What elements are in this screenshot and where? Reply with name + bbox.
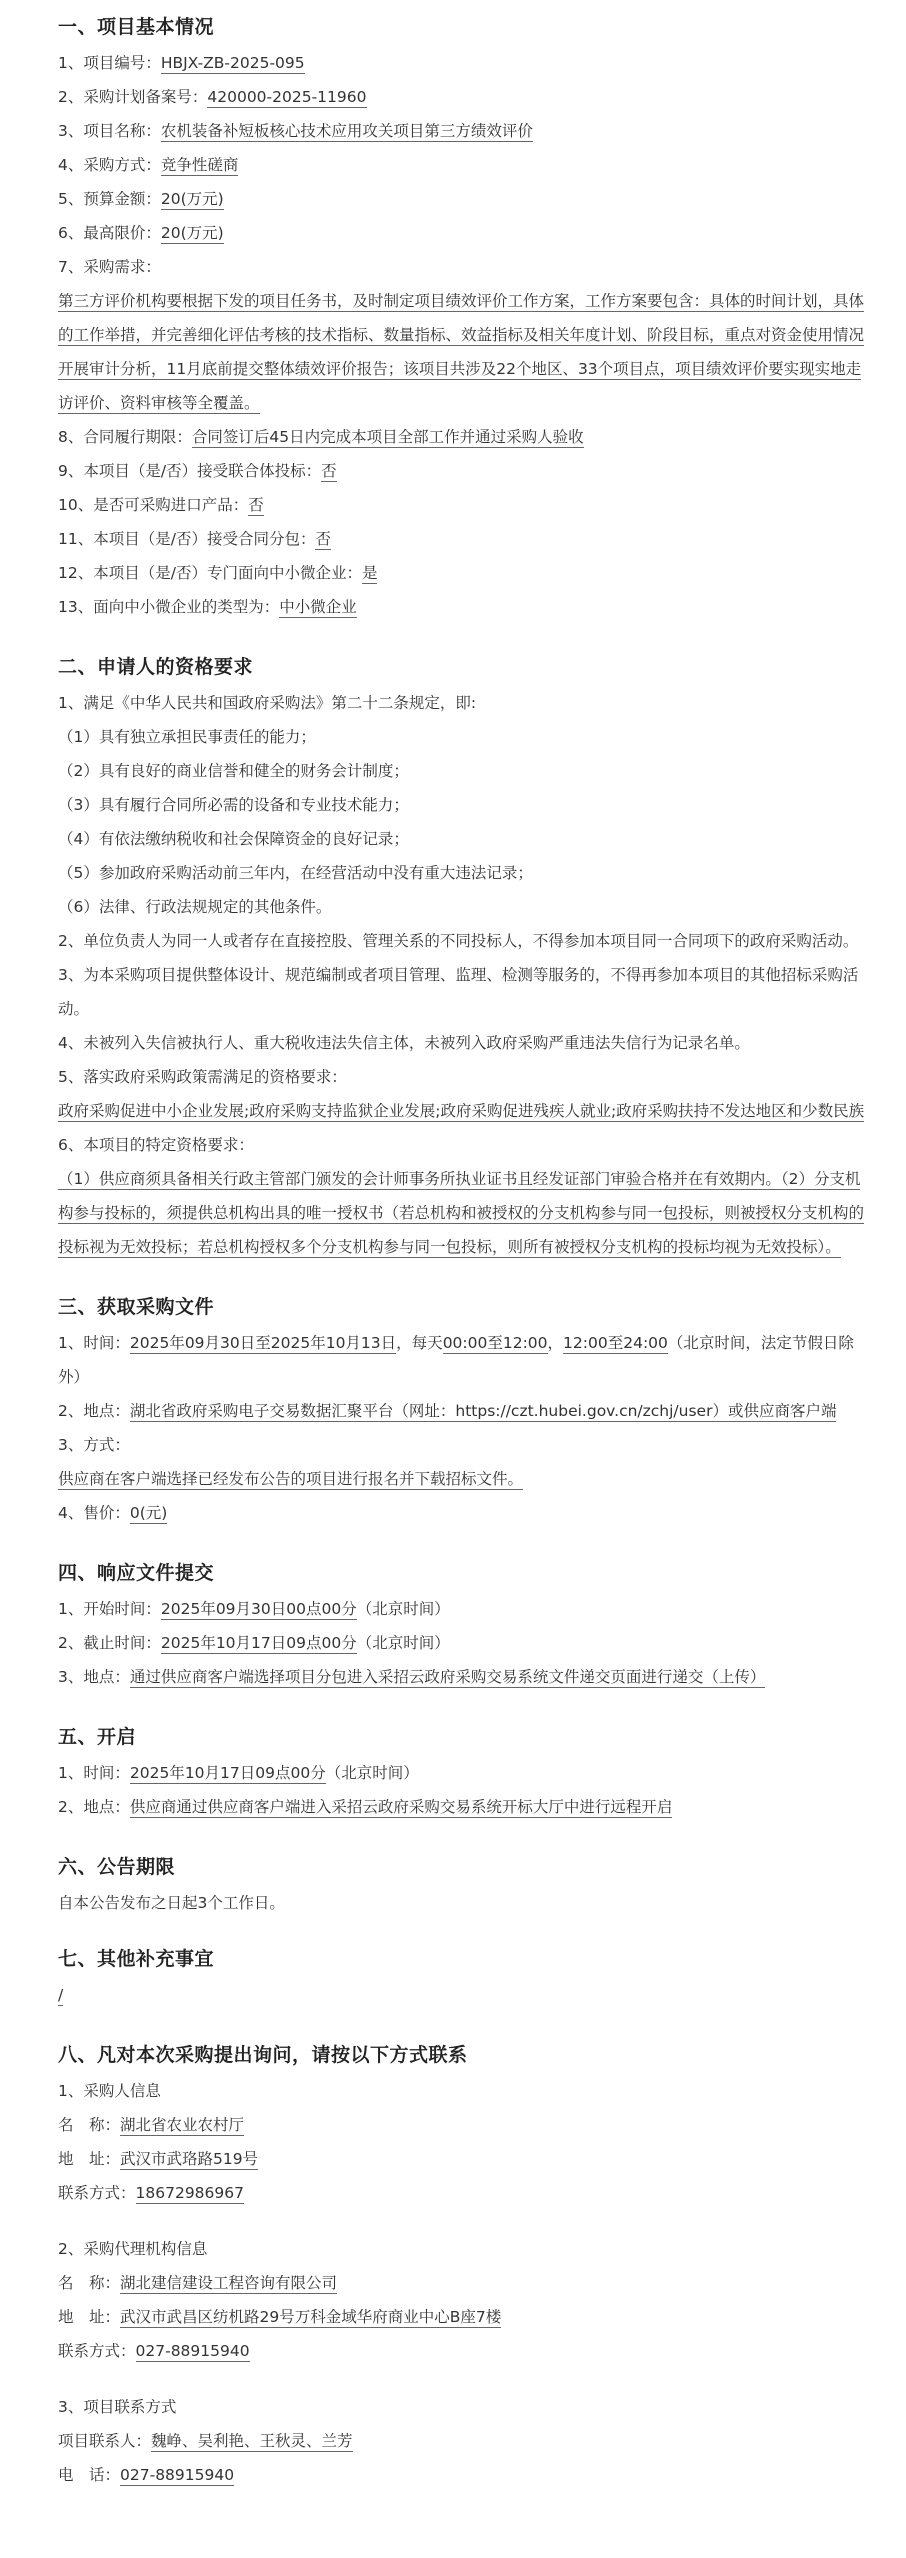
requirements-text	[58, 284, 866, 420]
notice-period-text: 自本公告发布之日起3个工作日。	[58, 1894, 285, 1912]
policy-requirements-value: 政府采购促进中小企业发展;政府采购支持监狱企业发展;政府采购促进残疾人就业;政府采购扶持不发达地区和少数民族	[58, 1102, 865, 1120]
label: 2、截止时间：	[58, 1634, 161, 1652]
purchaser-heading: 1、采购人信息	[58, 2082, 161, 2100]
sme-type-row	[58, 590, 866, 624]
project-contact-people-row	[58, 2424, 866, 2458]
qual-item-1b: （2）具有良好的商业信誉和健全的财务会计制度；	[58, 762, 409, 780]
label: 1、开始时间：	[58, 1600, 161, 1618]
label: 2、地点：	[58, 1402, 130, 1420]
contract-period-row	[58, 420, 866, 454]
submit-location-row	[58, 1660, 866, 1694]
section-title-submission: 四、响应文件提交	[58, 1562, 215, 1584]
sme-type: 中小微企业	[279, 598, 357, 616]
label: 1、时间：	[58, 1764, 130, 1782]
opening-time-row	[58, 1756, 866, 1790]
obtain-method: 供应商在客户端选择已经发布公告的项目进行报名并下载招标文件。	[58, 1470, 524, 1488]
sme-row	[58, 556, 866, 590]
consortium-row	[58, 454, 866, 488]
requirements-value: 第三方评价机构要根据下发的项目任务书，及时制定项目绩效评价工作方案，工作方案要包含：具体的时间计划，具体的工作举措，并完善细化评估考核的技术指标、数量指标、效益指标及相关年度计划、阶段目标，重点对资金使用情况开展审计分析，11月底前提交整体绩效评价报告；该项目共涉及22个地区、33个项目点，项目绩效评价要实现实地走访评价、资料审核等全覆盖。	[58, 292, 865, 412]
project-number: HBJX-ZB-2025-095	[160, 54, 305, 72]
purchaser-name-row	[58, 2108, 866, 2142]
label: 名 称：	[58, 2274, 121, 2292]
policy-requirements	[58, 1094, 866, 1128]
section-title-qualifications: 二、申请人的资格要求	[58, 656, 254, 678]
supplementary-value: /	[58, 1986, 64, 2004]
opening-location-row	[58, 1790, 866, 1824]
qual-item-4: 4、未被列入失信被执行人、重大税收违法失信主体，未被列入政府采购严重违法失信行为记录名单。	[58, 1034, 750, 1052]
subcontract-value: 否	[315, 530, 331, 548]
section-title-notice-period: 六、公告期限	[58, 1856, 176, 1878]
qual-item-1e: （5）参加政府采购活动前三年内，在经营活动中没有重大违法记录；	[58, 864, 533, 882]
label: 1、时间：	[58, 1334, 130, 1352]
label: 3、项目名称：	[58, 122, 161, 140]
agency-address-row	[58, 2300, 866, 2334]
text: （北京时间，法定节假日除外）	[58, 1334, 854, 1386]
consortium-value: 否	[321, 462, 337, 480]
import-row	[58, 488, 866, 522]
section-title-opening: 五、开启	[58, 1726, 137, 1748]
project-name-row	[58, 114, 866, 148]
qual-item-1a: （1）具有独立承担民事责任的能力；	[58, 728, 316, 746]
agency-name: 湖北建信建设工程咨询有限公司	[120, 2274, 338, 2292]
label: 4、采购方式：	[58, 156, 161, 174]
purchaser-address-row	[58, 2142, 866, 2176]
obtain-location-row	[58, 1394, 866, 1428]
section-title-supplementary: 七、其他补充事宜	[58, 1948, 215, 1970]
label: 联系方式：	[58, 2342, 136, 2360]
section-title-obtain-docs: 三、获取采购文件	[58, 1296, 215, 1318]
purchaser-name: 湖北省农业农村厅	[120, 2116, 245, 2134]
agency-name-row	[58, 2266, 866, 2300]
procurement-method: 竞争性磋商	[160, 156, 239, 174]
text: （北京时间）	[356, 1634, 450, 1652]
label: 联系方式：	[58, 2184, 136, 2202]
agency-heading: 2、采购代理机构信息	[58, 2240, 208, 2258]
label: 12、本项目（是/否）专门面向中小微企业：	[58, 564, 362, 582]
qual-item-2: 2、单位负责人为同一人或者存在直接控股、管理关系的不同投标人，不得参加本项目同一合同项下的政府采购活动。	[58, 932, 859, 950]
qual-item-3: 3、为本采购项目提供整体设计、规范编制或者项目管理、监理、检测等服务的，不得再参加本项目的其他招标采购活动。	[58, 966, 859, 1018]
obtain-method-label: 3、方式：	[58, 1436, 130, 1454]
special-requirements-value: （1）供应商须具备相关行政主管部门颁发的会计师事务所执业证书且经发证部门审验合格并在有效期内。（2）分支机构参与投标的，须提供总机构出具的唯一授权书（若总机构和被授权的分支机构参与同一包投标，则被授权分支机构的投标视为无效投标；若总机构授权多个分支机构参与同一包投标，则所有被授权分支机构的投标均视为无效投标）。	[58, 1170, 865, 1256]
max-price-row	[58, 216, 866, 250]
label: 9、本项目（是/否）接受联合体投标：	[58, 462, 322, 480]
agency-phone-row	[58, 2334, 866, 2368]
opening-location: 供应商通过供应商客户端进入采招云政府采购交易系统开标大厅中进行远程开启	[129, 1798, 673, 1816]
label: 地 址：	[58, 2308, 121, 2326]
label: 6、最高限价：	[58, 224, 161, 242]
obtain-time-2: 12:00至24:00	[563, 1334, 668, 1352]
text: （北京时间）	[325, 1764, 419, 1782]
label: 5、预算金额：	[58, 190, 161, 208]
special-requirements	[58, 1162, 866, 1264]
label: 13、面向中小微企业的类型为：	[58, 598, 280, 616]
submit-location: 通过供应商客户端选择项目分包进入采招云政府采购交易系统文件递交页面进行递交（上传）	[129, 1668, 766, 1686]
obtain-method-row	[58, 1462, 866, 1496]
text: ，	[547, 1334, 564, 1352]
label: 1、项目编号：	[58, 54, 161, 72]
import-value: 否	[248, 496, 264, 514]
label: 电 话：	[58, 2466, 121, 2484]
plan-record-row	[58, 80, 866, 114]
obtain-date-range: 2025年09月30日至2025年10月13日	[129, 1334, 397, 1352]
subcontract-row	[58, 522, 866, 556]
project-contact-heading: 3、项目联系方式	[58, 2398, 177, 2416]
submit-start-row	[58, 1592, 866, 1626]
plan-record-number: 420000-2025-11960	[207, 88, 367, 106]
qual-item-1: 1、满足《中华人民共和国政府采购法》第二十二条规定，即:	[58, 694, 477, 712]
agency-phone: 027-88915940	[135, 2342, 250, 2360]
submit-deadline-row	[58, 1626, 866, 1660]
sme-value: 是	[361, 564, 378, 582]
label: 名 称：	[58, 2116, 121, 2134]
submit-start: 2025年09月30日00点00分	[160, 1600, 357, 1618]
budget-row	[58, 182, 866, 216]
contract-period: 合同签订后45日内完成本项目全部工作并通过采购人验收	[191, 428, 584, 446]
section-title-basic-info: 一、项目基本情况	[58, 16, 215, 38]
agency-address: 武汉市武昌区纺机路29号万科金域华府商业中心B座7楼	[120, 2308, 502, 2326]
procurement-method-row	[58, 148, 866, 182]
obtain-location: 湖北省政府采购电子交易数据汇聚平台（网址：https://czt.hubei.gov.cn/zchj/user）或供应商客户端	[129, 1402, 837, 1420]
label: 4、售价：	[58, 1504, 130, 1522]
qual-item-1c: （3）具有履行合同所必需的设备和专业技术能力；	[58, 796, 409, 814]
qual-item-1d: （4）有依法缴纳税收和社会保障资金的良好记录；	[58, 830, 409, 848]
max-price: 20(万元)	[160, 224, 224, 242]
obtain-time-row	[58, 1326, 866, 1394]
qual-item-6: 6、本项目的特定资格要求：	[58, 1136, 254, 1154]
qual-item-1f: （6）法律、行政法规规定的其他条件。	[58, 898, 332, 916]
label: 11、本项目（是/否）接受合同分包：	[58, 530, 316, 548]
budget-amount: 20(万元)	[160, 190, 224, 208]
label: 3、地点：	[58, 1668, 130, 1686]
label: 2、采购计划备案号：	[58, 88, 208, 106]
opening-time: 2025年10月17日09点00分	[129, 1764, 326, 1782]
purchaser-address: 武汉市武珞路519号	[120, 2150, 259, 2168]
label: 地 址：	[58, 2150, 121, 2168]
label: 项目联系人：	[58, 2432, 152, 2450]
qual-item-5: 5、落实政府采购政策需满足的资格要求：	[58, 1068, 347, 1086]
project-number-row	[58, 46, 866, 80]
requirements-label: 7、采购需求：	[58, 258, 161, 276]
submit-deadline: 2025年10月17日09点00分	[160, 1634, 357, 1652]
supplementary-row	[58, 1978, 866, 2012]
obtain-time-1: 00:00至12:00	[442, 1334, 548, 1352]
section-title-contacts: 八、凡对本次采购提出询问，请按以下方式联系	[58, 2044, 468, 2066]
label: 10、是否可采购进口产品：	[58, 496, 249, 514]
text: ，每天	[396, 1334, 443, 1352]
price-row	[58, 1496, 866, 1530]
purchaser-phone-row	[58, 2176, 866, 2210]
text: （北京时间）	[356, 1600, 450, 1618]
label: 2、地点：	[58, 1798, 130, 1816]
project-name: 农机装备补短板核心技术应用攻关项目第三方绩效评价	[160, 122, 533, 140]
project-contact-phone: 027-88915940	[120, 2466, 235, 2484]
label: 8、合同履行期限：	[58, 428, 192, 446]
project-contact-people: 魏峥、吴利艳、王秋灵、兰芳	[151, 2432, 353, 2450]
project-contact-phone-row	[58, 2458, 866, 2492]
purchaser-phone: 18672986967	[135, 2184, 244, 2202]
doc-price: 0(元)	[129, 1504, 168, 1522]
